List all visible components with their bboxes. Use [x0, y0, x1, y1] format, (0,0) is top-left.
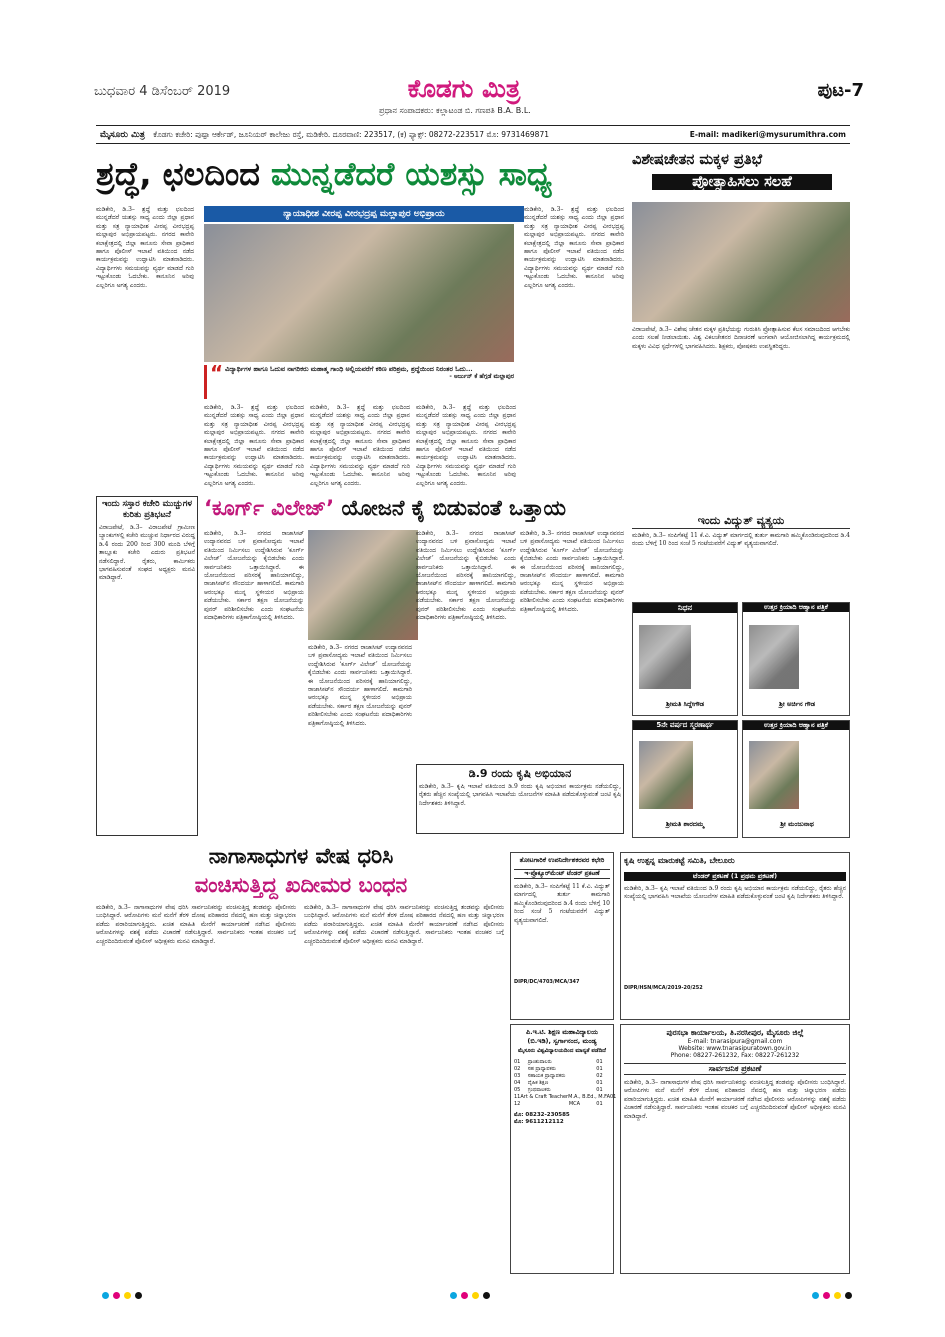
coorg-body-col3: ಮಡಿಕೇರಿ, ಡಿ.3– ನಗರದ ರಾಜಾಸೀಟ್ ಉದ್ಯಾನವನದ ಬಳಿ ಪ್ರವಾಸೋದ್ಯಮ ಇಲಾಖೆ ವತಿಯಿಂದ ನಿರ್ಮಿಸಲು ಉದ್ದೇಶಿಸಿರುವ ‘ಕೂರ್ಗ್ ವಿಲೇಜ್’ ಯೋಜನೆಯನ್ನು ಕೈಬಿಡಬೇಕು ಎಂದು ಸಾರ್ವಜನಿಕರು ಒತ್ತಾಯಿಸಿದ್ದಾರೆ. ಈ ಯೋಜನೆಯಿಂದ ಪರಿಸರಕ್ಕೆ ಹಾನಿಯಾಗಲಿದ್ದು, ರಾಜಾಸೀಟ್‌ನ ಸೌಂದರ್ಯ ಹಾಳಾಗಲಿದೆ. ಕಾಮಗಾರಿ ಆರಂಭಕ್ಕೂ ಮುನ್ನ ಸ್ಥಳೀಯರ ಅಭಿಪ್ರಾಯ ಪಡೆಯಬೇಕು. ಸರ್ಕಾರ ತಕ್ಷಣ ಯೋಜನೆಯನ್ನು ಪುನರ್ ಪರಿಶೀಲಿಸಬೇಕು ಎಂದು ಸಂಘಟನೆಯ ಪದಾಧಿಕಾರಿಗಳು ಪತ್ರಿಕಾಗೋಷ್ಠಿಯಲ್ಲಿ ತಿಳಿಸಿದರು.	[416, 530, 516, 622]
sasthu-body: ವಿರಾಜಪೇಟೆ, ಡಿ.3– ವಿರಾಜಪೇಟೆ ಗ್ರಾಮೀಣ ಬ್ಯಾಂಕುಗಳಲ್ಲಿ ಕಚೇರಿ ಮುಚ್ಚುವ ನಿರ್ಧಾರದ ವಿರುದ್ಧ ಡಿ.4 ರಂದು 200 ರಿಂದ 300 ಮಂದಿ ಬೆಳಿಗ್ಗೆ ತಾಲ್ಲೂಕು ಕಚೇರಿ ಎದುರು ಪ್ರತಿಭಟನೆ ನಡೆಸಲಿದ್ದಾರೆ. ರೈತರು, ಕಾರ್ಮಿಕರು ಭಾಗವಹಿಸುವಂತೆ ಸಂಘದ ಅಧ್ಯಕ್ಷರು ಮನವಿ ಮಾಡಿದ್ದಾರೆ.	[99, 524, 195, 582]
masthead-editor-suffix: B.A. B.L.	[497, 106, 531, 115]
krishi-box	[416, 764, 624, 834]
quote-mark-icon: “	[210, 361, 224, 385]
nagasadhu-body-col1: ಮಡಿಕೇರಿ, ಡಿ.3– ನಾಗಾಸಾಧುಗಳ ವೇಷ ಧರಿಸಿ ಸಾರ್ವಜನಿಕರನ್ನು ವಂಚಿಸುತ್ತಿದ್ದ ತಂಡವನ್ನು ಪೊಲೀಸರು ಬಂಧಿಸಿದ್ದಾರೆ. ಆರೋಪಿಗಳು ಮನೆ ಮನೆಗೆ ತೆರಳಿ ದೋಷ ಪರಿಹಾರದ ನೆಪದಲ್ಲಿ ಹಣ ಮತ್ತು ಚಿನ್ನಾಭರಣ ಪಡೆದು ಪರಾರಿಯಾಗುತ್ತಿದ್ದರು. ಖಚಿತ ಮಾಹಿತಿ ಮೇರೆಗೆ ಕಾರ್ಯಾಚರಣೆ ನಡೆಸಿದ ಪೊಲೀಸರು ಆರೋಪಿಗಳನ್ನು ವಶಕ್ಕೆ ಪಡೆದು ವಿಚಾರಣೆ ನಡೆಸುತ್ತಿದ್ದಾರೆ. ಸಾರ್ವಜನಿಕರು ಇಂತಹ ವಂಚಕರ ಬಗ್ಗೆ ಎಚ್ಚರದಿಂದಿರುವಂತೆ ಪೊಲೀಸ್ ಅಧೀಕ್ಷಕರು ಮನವಿ ಮಾಡಿದ್ದಾರೆ.	[96, 904, 296, 945]
table-cell: 11	[514, 1094, 521, 1100]
tender-ad-4	[620, 1024, 850, 1274]
power-body: ಮಡಿಕೇರಿ, ಡಿ.3– ಸಂಪಿಗೆಕಟ್ಟೆ 11 ಕೆ.ವಿ. ವಿದ್ಯುತ್ ಮಾರ್ಗದಲ್ಲಿ ತುರ್ತು ಕಾಮಗಾರಿ ಹಮ್ಮಿಕೊಂಡಿರುವುದರಿಂದ ಡಿ.4 ರಂದು ಬೆಳಿಗ್ಗೆ 10 ರಿಂದ ಸಂಜೆ 5 ಗಂಟೆಯವರೆಗೆ ವಿದ್ಯುತ್ ವ್ಯತ್ಯಯವಾಗಲಿದೆ.	[632, 532, 850, 548]
table-cell: M.A., B.Ed., M.FA	[568, 1094, 610, 1100]
table-cell: 01	[596, 1066, 603, 1072]
masthead	[94, 66, 874, 124]
obit-1-photo	[639, 625, 691, 689]
table-cell: ಸಹಾಯಕ ಪ್ರಾಧ್ಯಾಪಕರು	[527, 1073, 566, 1079]
tender-1-code: DIPR/DC/4703/MCA/347	[514, 979, 580, 985]
lead-quote-box	[204, 361, 514, 399]
coorg-headline-quoted: ‘ಕೂರ್ಗ್ ವಿಲೇಜ್’	[204, 496, 335, 520]
obit-4-photo	[749, 741, 799, 809]
tender-2-sub: ಟೆಂಡರ್ ಪ್ರಕಟಣೆ (1 ಪ್ರಥಮ ಪ್ರಕಟಣೆ)	[624, 872, 846, 881]
obit-4-name: ಶ್ರೀ ಮಂಜುನಾಥ	[780, 820, 814, 828]
coorg-photo	[308, 530, 418, 640]
tender-2-code: DIPR/HSN/MCA/2019-20/252	[624, 985, 703, 991]
table-cell: MCA	[568, 1101, 581, 1107]
masthead-editor-line	[379, 106, 599, 116]
tender-3-sub: ಮೈಸೂರು ವಿಶ್ವವಿದ್ಯಾಲಯದಿಂದ ಮಾನ್ಯತೆ ಪಡೆದಿದೆ	[518, 1048, 606, 1054]
table-cell: 04	[514, 1080, 521, 1086]
side-headline-2: ಪ್ರೋತ್ಸಾಹಿಸಲು ಸಲಹೆ	[652, 174, 832, 190]
tender-1-header: ತೋಟಗಾರಿಕೆ ಉಪನಿರ್ದೇಶಕರವರ ಕಛೇರಿ	[519, 856, 605, 864]
tender-4-body: ಮಡಿಕೇರಿ, ಡಿ.3– ನಾಗಾಸಾಧುಗಳ ವೇಷ ಧರಿಸಿ ಸಾರ್ವಜನಿಕರನ್ನು ವಂಚಿಸುತ್ತಿದ್ದ ತಂಡವನ್ನು ಪೊಲೀಸರು ಬಂಧಿಸಿದ್ದಾರೆ. ಆರೋಪಿಗಳು ಮನೆ ಮನೆಗೆ ತೆರಳಿ ದೋಷ ಪರಿಹಾರದ ನೆಪದಲ್ಲಿ ಹಣ ಮತ್ತು ಚಿನ್ನಾಭರಣ ಪಡೆದು ಪರಾರಿಯಾಗುತ್ತಿದ್ದರು. ಖಚಿತ ಮಾಹಿತಿ ಮೇರೆಗೆ ಕಾರ್ಯಾಚರಣೆ ನಡೆಸಿದ ಪೊಲೀಸರು ಆರೋಪಿಗಳನ್ನು ವಶಕ್ಕೆ ಪಡೆದು ವಿಚಾರಣೆ ನಡೆಸುತ್ತಿದ್ದಾರೆ. ಸಾರ್ವಜನಿಕರು ಇಂತಹ ವಂಚಕರ ಬಗ್ಗೆ ಎಚ್ಚರದಿಂದಿರುವಂತೆ ಪೊಲೀಸ್ ಅಧೀಕ್ಷಕರು ಮನವಿ ಮಾಡಿದ್ದಾರೆ.	[624, 1079, 846, 1120]
obit-1-name: ಶ್ರೀಮತಿ ಸಿದ್ದೇಗೌಡ	[665, 700, 705, 708]
tender-2-header: ಕೃಷಿ ಉತ್ಪನ್ನ ಮಾರುಕಟ್ಟೆ ಸಮಿತಿ, ಬೇಲೂರು	[624, 856, 735, 865]
table-cell	[569, 1066, 596, 1073]
table-cell: 01	[514, 1059, 521, 1065]
table-cell: 01	[596, 1101, 603, 1107]
tender-1-body: ಮಡಿಕೇರಿ, ಡಿ.3– ಸಂಪಿಗೆಕಟ್ಟೆ 11 ಕೆ.ವಿ. ವಿದ್ಯುತ್ ಮಾರ್ಗದಲ್ಲಿ ತುರ್ತು ಕಾಮಗಾರಿ ಹಮ್ಮಿಕೊಂಡಿರುವುದರಿಂದ ಡಿ.4 ರಂದು ಬೆಳಿಗ್ಗೆ 10 ರಿಂದ ಸಂಜೆ 5 ಗಂಟೆಯವರೆಗೆ ವಿದ್ಯುತ್ ವ್ಯತ್ಯಯವಾಗಲಿದೆ.	[514, 883, 610, 924]
lead-headline-part1: ಶ್ರದ್ಧೆ, ಛಲದಿಂದ	[96, 155, 260, 193]
registration-marks-left	[100, 1284, 144, 1303]
masthead-editor: ಪ್ರಧಾನ ಸಂಪಾದಕರು: ಕಲ್ಲಾಟಂಡ ಬಿ. ಗಣಪತಿ	[379, 106, 495, 115]
tender-4-phone: Phone: 08227-261232, Fax: 08227-261232	[670, 1052, 800, 1059]
side-headline-1: ವಿಶೇಷಚೇತನ ಮಕ್ಕಳ ಪ್ರತಿಭೆ	[632, 152, 763, 168]
table-cell: Art & Craft Teacher	[520, 1094, 569, 1100]
obit-2-header: ಉತ್ತರ ಕ್ರಿಯಾದಿ ಆಹ್ವಾನ ಪತ್ರಿಕೆ	[743, 603, 849, 612]
obit-ad-2	[742, 602, 850, 716]
lead-body-col2: ಮಡಿಕೇರಿ, ಡಿ.3– ಶ್ರದ್ಧೆ ಮತ್ತು ಛಲದಿಂದ ಮುನ್ನಡೆದರೆ ಯಶಸ್ಸು ಸಾಧ್ಯ ಎಂದು ಜಿಲ್ಲಾ ಪ್ರಧಾನ ಮತ್ತು ಸತ್ರ ನ್ಯಾಯಾಧೀಶ ವೀರಪ್ಪ ವೀರಭದ್ರಪ್ಪ ಮಲ್ಲಾಪುರ ಅಭಿಪ್ರಾಯಪಟ್ಟರು. ನಗರದ ಕಾವೇರಿ ಕಲಾಕ್ಷೇತ್ರದಲ್ಲಿ ಜಿಲ್ಲಾ ಕಾನೂನು ಸೇವಾ ಪ್ರಾಧಿಕಾರ ಹಾಗೂ ಪೊಲೀಸ್ ಇಲಾಖೆ ವತಿಯಿಂದ ನಡೆದ ಕಾರ್ಯಕ್ರಮವನ್ನು ಉದ್ಘಾಟಿಸಿ ಮಾತನಾಡಿದರು. ವಿದ್ಯಾರ್ಥಿಗಳು ಸಮಯವನ್ನು ವ್ಯರ್ಥ ಮಾಡದೆ ಗುರಿ ಇಟ್ಟುಕೊಂಡು ಓದಬೇಕು. ಕಾನೂನಿನ ಅರಿವು ಎಲ್ಲರಿಗೂ ಅಗತ್ಯ ಎಂದರು.	[204, 404, 304, 487]
obit-2-photo	[749, 625, 799, 689]
obit-4-header: ಉತ್ತರ ಕ್ರಿಯಾದಿ ಆಹ್ವಾನ ಪತ್ರಿಕೆ	[743, 721, 849, 730]
lead-body-col4: ಮಡಿಕೇರಿ, ಡಿ.3– ಶ್ರದ್ಧೆ ಮತ್ತು ಛಲದಿಂದ ಮುನ್ನಡೆದರೆ ಯಶಸ್ಸು ಸಾಧ್ಯ ಎಂದು ಜಿಲ್ಲಾ ಪ್ರಧಾನ ಮತ್ತು ಸತ್ರ ನ್ಯಾಯಾಧೀಶ ವೀರಪ್ಪ ವೀರಭದ್ರಪ್ಪ ಮಲ್ಲಾಪುರ ಅಭಿಪ್ರಾಯಪಟ್ಟರು. ನಗರದ ಕಾವೇರಿ ಕಲಾಕ್ಷೇತ್ರದಲ್ಲಿ ಜಿಲ್ಲಾ ಕಾನೂನು ಸೇವಾ ಪ್ರಾಧಿಕಾರ ಹಾಗೂ ಪೊಲೀಸ್ ಇಲಾಖೆ ವತಿಯಿಂದ ನಡೆದ ಕಾರ್ಯಕ್ರಮವನ್ನು ಉದ್ಘಾಟಿಸಿ ಮಾತನಾಡಿದರು. ವಿದ್ಯಾರ್ಥಿಗಳು ಸಮಯವನ್ನು ವ್ಯರ್ಥ ಮಾಡದೆ ಗುರಿ ಇಟ್ಟುಕೊಂಡು ಓದಬೇಕು. ಕಾನೂನಿನ ಅರಿವು ಎಲ್ಲರಿಗೂ ಅಗತ್ಯ ಎಂದರು.	[416, 404, 516, 487]
table-row	[514, 1101, 610, 1108]
table-cell: ಗ್ರಂಥಪಾಲಕರು	[527, 1087, 551, 1093]
coorg-body-col2: ಮಡಿಕೇರಿ, ಡಿ.3– ನಗರದ ರಾಜಾಸೀಟ್ ಉದ್ಯಾನವನದ ಬಳಿ ಪ್ರವಾಸೋದ್ಯಮ ಇಲಾಖೆ ವತಿಯಿಂದ ನಿರ್ಮಿಸಲು ಉದ್ದೇಶಿಸಿರುವ ‘ಕೂರ್ಗ್ ವಿಲೇಜ್’ ಯೋಜನೆಯನ್ನು ಕೈಬಿಡಬೇಕು ಎಂದು ಸಾರ್ವಜನಿಕರು ಒತ್ತಾಯಿಸಿದ್ದಾರೆ. ಈ ಯೋಜನೆಯಿಂದ ಪರಿಸರಕ್ಕೆ ಹಾನಿಯಾಗಲಿದ್ದು, ರಾಜಾಸೀಟ್‌ನ ಸೌಂದರ್ಯ ಹಾಳಾಗಲಿದೆ. ಕಾಮಗಾರಿ ಆರಂಭಕ್ಕೂ ಮುನ್ನ ಸ್ಥಳೀಯರ ಅಭಿಪ್ರಾಯ ಪಡೆಯಬೇಕು. ಸರ್ಕಾರ ತಕ್ಷಣ ಯೋಜನೆಯನ್ನು ಪುನರ್ ಪರಿಶೀಲಿಸಬೇಕು ಎಂದು ಸಂಘಟನೆಯ ಪದಾಧಿಕಾರಿಗಳು ಪತ್ರಿಕಾಗೋಷ್ಠಿಯಲ್ಲಿ ತಿಳಿಸಿದರು.	[308, 644, 412, 727]
table-row	[514, 1059, 610, 1066]
table-row	[514, 1087, 610, 1094]
table-cell: 03	[514, 1073, 521, 1079]
tender-ad-2	[620, 852, 850, 1020]
obit-ad-3	[632, 720, 738, 838]
strip-brand: ಮೈಸೂರು ಮಿತ್ರ	[100, 130, 145, 140]
coorg-headline	[204, 496, 626, 522]
obit-2-name: ಶ್ರೀ ಅರ್ಚಿನ ಗೌಡ	[779, 700, 815, 708]
tender-3-table	[514, 1059, 617, 1108]
tender-2-body: ಮಡಿಕೇರಿ, ಡಿ.3– ಕೃಷಿ ಇಲಾಖೆ ವತಿಯಿಂದ ಡಿ.9 ರಂದು ಕೃಷಿ ಅಭಿಯಾನ ಕಾರ್ಯಕ್ರಮ ನಡೆಯಲಿದ್ದು, ರೈತರು ಹೆಚ್ಚಿನ ಸಂಖ್ಯೆಯಲ್ಲಿ ಭಾಗವಹಿಸಿ ಇಲಾಖೆಯ ಯೋಜನೆಗಳ ಮಾಹಿತಿ ಪಡೆದುಕೊಳ್ಳುವಂತೆ ಜಂಟಿ ಕೃಷಿ ನಿರ್ದೇಶಕರು ತಿಳಿಸಿದ್ದಾರೆ.	[624, 885, 846, 901]
nagasadhu-headline-1: ನಾಗಾಸಾಧುಗಳ ವೇಷ ಧರಿಸಿ	[208, 844, 394, 868]
nagasadhu-headline-2: ವಂಚಿಸುತ್ತಿದ್ದ ಖದೀಮರ ಬಂಧನ	[194, 873, 408, 897]
table-row	[514, 1066, 610, 1073]
tender-3-header: ಪಿ.ಇ.ಟಿ. ಶಿಕ್ಷಣ ಮಹಾವಿದ್ಯಾಲಯ (ಬಿ.ಇಡಿ), ಸ್ವರ್ಗಾನಂದ, ಮಂಡ್ಯ	[525, 1028, 598, 1045]
lead-headline	[96, 150, 626, 200]
lead-body-col3: ಮಡಿಕೇರಿ, ಡಿ.3– ಶ್ರದ್ಧೆ ಮತ್ತು ಛಲದಿಂದ ಮುನ್ನಡೆದರೆ ಯಶಸ್ಸು ಸಾಧ್ಯ ಎಂದು ಜಿಲ್ಲಾ ಪ್ರಧಾನ ಮತ್ತು ಸತ್ರ ನ್ಯಾಯಾಧೀಶ ವೀರಪ್ಪ ವೀರಭದ್ರಪ್ಪ ಮಲ್ಲಾಪುರ ಅಭಿಪ್ರಾಯಪಟ್ಟರು. ನಗರದ ಕಾವೇರಿ ಕಲಾಕ್ಷೇತ್ರದಲ್ಲಿ ಜಿಲ್ಲಾ ಕಾನೂನು ಸೇವಾ ಪ್ರಾಧಿಕಾರ ಹಾಗೂ ಪೊಲೀಸ್ ಇಲಾಖೆ ವತಿಯಿಂದ ನಡೆದ ಕಾರ್ಯಕ್ರಮವನ್ನು ಉದ್ಘಾಟಿಸಿ ಮಾತನಾಡಿದರು. ವಿದ್ಯಾರ್ಥಿಗಳು ಸಮಯವನ್ನು ವ್ಯರ್ಥ ಮಾಡದೆ ಗುರಿ ಇಟ್ಟುಕೊಂಡು ಓದಬೇಕು. ಕಾನೂನಿನ ಅರಿವು ಎಲ್ಲರಿಗೂ ಅಗತ್ಯ ಎಂದರು.	[310, 404, 410, 487]
page-number: ಪುಟ-7	[817, 80, 864, 101]
obit-3-photo	[639, 741, 693, 809]
tender-4-web: Website: www.tnarasipuratown.gov.in	[678, 1045, 792, 1052]
krishi-headline: ಡಿ.9 ರಂದು ಕೃಷಿ ಅಭಿಯಾನ	[468, 767, 572, 780]
table-cell	[528, 1101, 569, 1108]
side-story-top	[632, 150, 850, 510]
obit-1-header: ನಿಧನ	[633, 603, 737, 613]
table-cell: 05	[514, 1087, 521, 1093]
nagasadhu-story	[96, 844, 506, 1274]
tender-ad-3	[510, 1024, 617, 1274]
tender-4-sub: ಸಾರ್ವಜನಿಕ ಪ್ರಕಟಣೆ	[624, 1063, 846, 1075]
table-cell: ಪ್ರಾಂಶುಪಾಲರು	[527, 1059, 552, 1065]
table-cell	[569, 1059, 596, 1066]
coorg-body-col1: ಮಡಿಕೇರಿ, ಡಿ.3– ನಗರದ ರಾಜಾಸೀಟ್ ಉದ್ಯಾನವನದ ಬಳಿ ಪ್ರವಾಸೋದ್ಯಮ ಇಲಾಖೆ ವತಿಯಿಂದ ನಿರ್ಮಿಸಲು ಉದ್ದೇಶಿಸಿರುವ ‘ಕೂರ್ಗ್ ವಿಲೇಜ್’ ಯೋಜನೆಯನ್ನು ಕೈಬಿಡಬೇಕು ಎಂದು ಸಾರ್ವಜನಿಕರು ಒತ್ತಾಯಿಸಿದ್ದಾರೆ. ಈ ಯೋಜನೆಯಿಂದ ಪರಿಸರಕ್ಕೆ ಹಾನಿಯಾಗಲಿದ್ದು, ರಾಜಾಸೀಟ್‌ನ ಸೌಂದರ್ಯ ಹಾಳಾಗಲಿದೆ. ಕಾಮಗಾರಿ ಆರಂಭಕ್ಕೂ ಮುನ್ನ ಸ್ಥಳೀಯರ ಅಭಿಪ್ರಾಯ ಪಡೆಯಬೇಕು. ಸರ್ಕಾರ ತಕ್ಷಣ ಯೋಜನೆಯನ್ನು ಪುನರ್ ಪರಿಶೀಲಿಸಬೇಕು ಎಂದು ಸಂಘಟನೆಯ ಪದಾಧಿಕಾರಿಗಳು ಪತ್ರಿಕಾಗೋಷ್ಠಿಯಲ್ಲಿ ತಿಳಿಸಿದರು.	[204, 530, 304, 622]
obit-3-header: 5ನೇ ವರ್ಷದ ಸ್ಮರಣಾರ್ಥ	[633, 721, 737, 730]
lead-body-col5: ಮಡಿಕೇರಿ, ಡಿ.3– ಶ್ರದ್ಧೆ ಮತ್ತು ಛಲದಿಂದ ಮುನ್ನಡೆದರೆ ಯಶಸ್ಸು ಸಾಧ್ಯ ಎಂದು ಜಿಲ್ಲಾ ಪ್ರಧಾನ ಮತ್ತು ಸತ್ರ ನ್ಯಾಯಾಧೀಶ ವೀರಪ್ಪ ವೀರಭದ್ರಪ್ಪ ಮಲ್ಲಾಪುರ ಅಭಿಪ್ರಾಯಪಟ್ಟರು. ನಗರದ ಕಾವೇರಿ ಕಲಾಕ್ಷೇತ್ರದಲ್ಲಿ ಜಿಲ್ಲಾ ಕಾನೂನು ಸೇವಾ ಪ್ರಾಧಿಕಾರ ಹಾಗೂ ಪೊಲೀಸ್ ಇಲಾಖೆ ವತಿಯಿಂದ ನಡೆದ ಕಾರ್ಯಕ್ರಮವನ್ನು ಉದ್ಘಾಟಿಸಿ ಮಾತನಾಡಿದರು. ವಿದ್ಯಾರ್ಥಿಗಳು ಸಮಯವನ್ನು ವ್ಯರ್ಥ ಮಾಡದೆ ಗುರಿ ಇಟ್ಟುಕೊಂಡು ಓದಬೇಕು. ಕಾನೂನಿನ ಅರಿವು ಎಲ್ಲರಿಗೂ ಅಗತ್ಯ ಎಂದರು.	[524, 206, 624, 289]
registration-marks-center	[448, 1284, 492, 1303]
table-row	[514, 1080, 610, 1087]
table-cell: 12	[514, 1101, 521, 1107]
lead-subhead: ನ್ಯಾಯಾಧೀಶ ವೀರಪ್ಪ ವೀರಭದ್ರಪ್ಪ ಮಲ್ಲಾಪುರ ಅಭಿಪ್ರಾಯ	[204, 206, 524, 222]
contact-strip	[96, 125, 850, 144]
table-row	[514, 1094, 617, 1101]
coorg-story	[204, 496, 626, 836]
table-cell: ದೈಹಿಕ ಶಿಕ್ಷಣ	[527, 1080, 549, 1086]
table-cell: 02	[596, 1073, 603, 1079]
strip-address: ಕೊಡಗು ಕಚೇರಿ: ಪುಷ್ಪಾ ಆರ್ಕೇಡ್, ಜೂನಿಯರ್ ಕಾಲೇಜು ರಸ್ತೆ, ಮಡಿಕೇರಿ. ದೂರವಾಣಿ: 223517, (ಕ) ಫ್ಯಾಕ್ಸ್: 08272-223517 ಮೊ: 9731469871	[153, 130, 549, 139]
lead-quote-by: - ಅರ್ಜುನ್ ಕೆ ಹೆಗ್ಗಡೆ ಮಲ್ಲಾಪುರ	[449, 373, 514, 381]
tender-ad-1	[510, 852, 614, 1020]
table-cell	[569, 1073, 596, 1080]
obit-ad-4	[742, 720, 850, 838]
tender-4-header: ಪುರಸಭಾ ಕಾರ್ಯಾಲಯ, ತಿ.ನರಸೀಪುರ, ಮೈಸೂರು ಜಿಲ್ಲೆ	[666, 1028, 804, 1037]
sasthu-headline: ಇಂದು ಸಸ್ತಾರ ಕಚೇರಿ ಮುಚ್ಚುಗಳ ಕುರಿತು ಪ್ರತಿಭಟನೆ	[102, 499, 192, 520]
masthead-date: ಬುಧವಾರ 4 ಡಿಸೆಂಬರ್ 2019	[94, 84, 231, 99]
strip-email: E-mail: madikeri@mysurumithra.com	[689, 130, 846, 139]
lead-headline-part2: ಮುನ್ನಡೆದರೆ ಯಶಸ್ಸು ಸಾಧ್ಯ	[271, 155, 552, 193]
coorg-body-col4: ಮಡಿಕೇರಿ, ಡಿ.3– ನಗರದ ರಾಜಾಸೀಟ್ ಉದ್ಯಾನವನದ ಬಳಿ ಪ್ರವಾಸೋದ್ಯಮ ಇಲಾಖೆ ವತಿಯಿಂದ ನಿರ್ಮಿಸಲು ಉದ್ದೇಶಿಸಿರುವ ‘ಕೂರ್ಗ್ ವಿಲೇಜ್’ ಯೋಜನೆಯನ್ನು ಕೈಬಿಡಬೇಕು ಎಂದು ಸಾರ್ವಜನಿಕರು ಒತ್ತಾಯಿಸಿದ್ದಾರೆ. ಈ ಯೋಜನೆಯಿಂದ ಪರಿಸರಕ್ಕೆ ಹಾನಿಯಾಗಲಿದ್ದು, ರಾಜಾಸೀಟ್‌ನ ಸೌಂದರ್ಯ ಹಾಳಾಗಲಿದೆ. ಕಾಮಗಾರಿ ಆರಂಭಕ್ಕೂ ಮುನ್ನ ಸ್ಥಳೀಯರ ಅಭಿಪ್ರಾಯ ಪಡೆಯಬೇಕು. ಸರ್ಕಾರ ತಕ್ಷಣ ಯೋಜನೆಯನ್ನು ಪುನರ್ ಪರಿಶೀಲಿಸಬೇಕು ಎಂದು ಸಂಘಟನೆಯ ಪದಾಧಿಕಾರಿಗಳು ಪತ್ರಿಕಾಗೋಷ್ಠಿಯಲ್ಲಿ ತಿಳಿಸಿದರು.	[520, 530, 624, 613]
lead-photo	[204, 224, 514, 362]
obit-3-name: ಶ್ರೀಮತಿ ಶಾರದಮ್ಮ	[665, 820, 705, 828]
table-cell: 01	[596, 1059, 603, 1065]
coorg-headline-rest: ಯೋಜನೆ ಕೈ ಬಿಡುವಂತೆ ಒತ್ತಾಯ	[341, 496, 566, 520]
side-body: ವಿರಾಜಪೇಟೆ, ಡಿ.3– ವಿಶೇಷ ಚೇತನ ಮಕ್ಕಳ ಪ್ರತಿಭೆಯನ್ನು ಗುರುತಿಸಿ ಪ್ರೋತ್ಸಾಹಿಸುವ ಕೆಲಸ ಸಮಾಜದಿಂದ ಆಗಬೇಕು ಎಂದು ಸಲಹೆ ನೀಡಲಾಯಿತು. ವಿಶ್ವ ವಿಕಲಚೇತನರ ದಿನಾಚರಣೆ ಅಂಗವಾಗಿ ಆಯೋಜಿಸಲಾಗಿದ್ದ ಕಾರ್ಯಕ್ರಮದಲ್ಲಿ ಮಕ್ಕಳು ವಿವಿಧ ಸ್ಪರ್ಧೆಗಳಲ್ಲಿ ಭಾಗವಹಿಸಿದರು. ಶಿಕ್ಷಕರು, ಪೋಷಕರು ಉಪಸ್ಥಿತರಿದ್ದರು.	[632, 326, 850, 350]
tender-3-phone: ಮೊ: 08232-230585	[514, 1112, 570, 1118]
registration-marks-right	[810, 1284, 854, 1303]
tender-3-mobile: ಮೊ: 9611212112	[514, 1119, 564, 1125]
side-photo	[632, 202, 850, 322]
table-cell: 02	[514, 1066, 521, 1072]
table-cell: 01	[596, 1087, 603, 1093]
krishi-body: ಮಡಿಕೇರಿ, ಡಿ.3– ಕೃಷಿ ಇಲಾಖೆ ವತಿಯಿಂದ ಡಿ.9 ರಂದು ಕೃಷಿ ಅಭಿಯಾನ ಕಾರ್ಯಕ್ರಮ ನಡೆಯಲಿದ್ದು, ರೈತರು ಹೆಚ್ಚಿನ ಸಂಖ್ಯೆಯಲ್ಲಿ ಭಾಗವಹಿಸಿ ಇಲಾಖೆಯ ಯೋಜನೆಗಳ ಮಾಹಿತಿ ಪಡೆದುಕೊಳ್ಳುವಂತೆ ಜಂಟಿ ಕೃಷಿ ನಿರ್ದೇಶಕರು ತಿಳಿಸಿದ್ದಾರೆ.	[419, 783, 621, 807]
obit-ad-1	[632, 602, 738, 716]
lead-story	[96, 150, 626, 490]
tender-1-sub: ಇ-ಪ್ರೊಕ್ಯೂರ್‌ಮೆಂಟ್ ಟೆಂಡರ್ ಪ್ರಕಟಣೆ	[514, 869, 610, 879]
table-cell	[569, 1080, 596, 1087]
sasthu-box	[96, 496, 198, 836]
table-row	[514, 1073, 610, 1080]
power-story	[632, 514, 850, 600]
power-headline: ಇಂದು ವಿದ್ಯುತ್ ವ್ಯತ್ಯಯ	[632, 514, 850, 529]
lead-quote: ವಿದ್ಯಾರ್ಥಿಗಳ ಹಾಗೂ ಓದುವ ನಾಗರಿಕರು ಮಹಾತ್ಮ ಗಾಂಧಿ ಅಲ್ಲಿಯವರೆಗೆ ಕಠಿಣ ಪರಿಶ್ರಮ, ಶ್ರದ್ಧೆಯಿಂದ ನಿರಂತರ ಓದು...	[225, 365, 473, 373]
table-cell: 01	[610, 1094, 617, 1100]
table-cell	[569, 1087, 596, 1094]
nagasadhu-body-col2: ಮಡಿಕೇರಿ, ಡಿ.3– ನಾಗಾಸಾಧುಗಳ ವೇಷ ಧರಿಸಿ ಸಾರ್ವಜನಿಕರನ್ನು ವಂಚಿಸುತ್ತಿದ್ದ ತಂಡವನ್ನು ಪೊಲೀಸರು ಬಂಧಿಸಿದ್ದಾರೆ. ಆರೋಪಿಗಳು ಮನೆ ಮನೆಗೆ ತೆರಳಿ ದೋಷ ಪರಿಹಾರದ ನೆಪದಲ್ಲಿ ಹಣ ಮತ್ತು ಚಿನ್ನಾಭರಣ ಪಡೆದು ಪರಾರಿಯಾಗುತ್ತಿದ್ದರು. ಖಚಿತ ಮಾಹಿತಿ ಮೇರೆಗೆ ಕಾರ್ಯಾಚರಣೆ ನಡೆಸಿದ ಪೊಲೀಸರು ಆರೋಪಿಗಳನ್ನು ವಶಕ್ಕೆ ಪಡೆದು ವಿಚಾರಣೆ ನಡೆಸುತ್ತಿದ್ದಾರೆ. ಸಾರ್ವಜನಿಕರು ಇಂತಹ ವಂಚಕರ ಬಗ್ಗೆ ಎಚ್ಚರದಿಂದಿರುವಂತೆ ಪೊಲೀಸ್ ಅಧೀಕ್ಷಕರು ಮನವಿ ಮಾಡಿದ್ದಾರೆ.	[304, 904, 504, 945]
table-cell: 01	[596, 1080, 603, 1086]
lead-body-col1: ಮಡಿಕೇರಿ, ಡಿ.3– ಶ್ರದ್ಧೆ ಮತ್ತು ಛಲದಿಂದ ಮುನ್ನಡೆದರೆ ಯಶಸ್ಸು ಸಾಧ್ಯ ಎಂದು ಜಿಲ್ಲಾ ಪ್ರಧಾನ ಮತ್ತು ಸತ್ರ ನ್ಯಾಯಾಧೀಶ ವೀರಪ್ಪ ವೀರಭದ್ರಪ್ಪ ಮಲ್ಲಾಪುರ ಅಭಿಪ್ರಾಯಪಟ್ಟರು. ನಗರದ ಕಾವೇರಿ ಕಲಾಕ್ಷೇತ್ರದಲ್ಲಿ ಜಿಲ್ಲಾ ಕಾನೂನು ಸೇವಾ ಪ್ರಾಧಿಕಾರ ಹಾಗೂ ಪೊಲೀಸ್ ಇಲಾಖೆ ವತಿಯಿಂದ ನಡೆದ ಕಾರ್ಯಕ್ರಮವನ್ನು ಉದ್ಘಾಟಿಸಿ ಮಾತನಾಡಿದರು. ವಿದ್ಯಾರ್ಥಿಗಳು ಸಮಯವನ್ನು ವ್ಯರ್ಥ ಮಾಡದೆ ಗುರಿ ಇಟ್ಟುಕೊಂಡು ಓದಬೇಕು. ಕಾನೂನಿನ ಅರಿವು ಎಲ್ಲರಿಗೂ ಅಗತ್ಯ ಎಂದರು.	[96, 206, 194, 289]
masthead-logo	[379, 74, 549, 106]
tender-4-email: E-mail: tnarasipura@gmail.com	[687, 1038, 783, 1045]
table-cell: ಸಹ ಪ್ರಾಧ್ಯಾಪಕರು	[527, 1066, 556, 1072]
masthead-title: ಕೊಡಗು ಮಿತ್ರ	[407, 74, 521, 103]
